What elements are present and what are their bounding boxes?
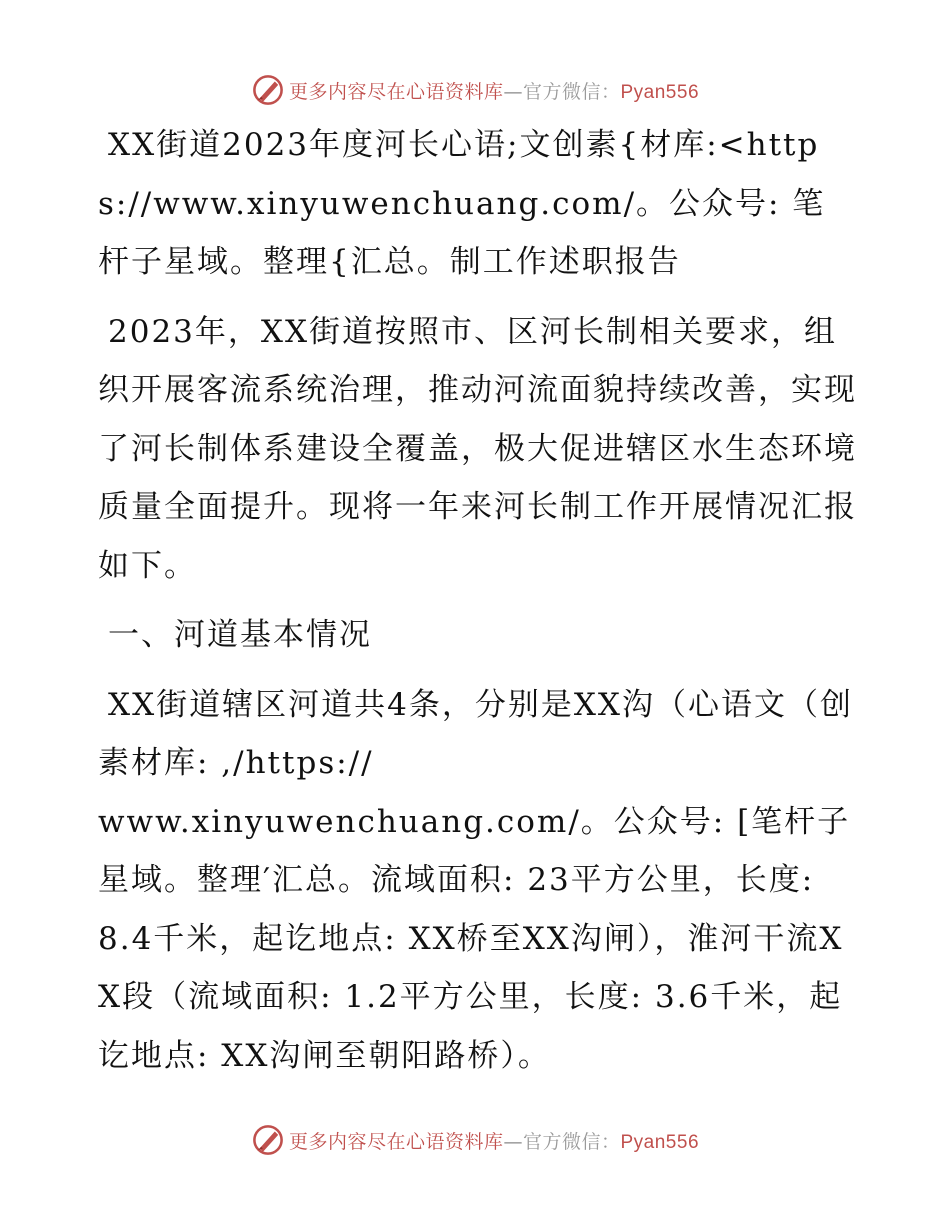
banner-text: 更多内容尽在心语资料库—官方微信：Pyan556 <box>288 80 700 103</box>
footer-banner <box>0 1120 950 1160</box>
pen-logo-icon <box>251 73 285 107</box>
intro-paragraph: 2023年，XX街道按照市、区河长制相关要求，组织开展客流系统治理，推动河流面貌持续改善，实现了河长制体系建设全覆盖，极大促进辖区水生态环境质量全面提升。现将一年来河长制工作开展情况汇报如下。 <box>98 313 857 584</box>
banner-text: 更多内容尽在心语资料库—官方微信：Pyan556 <box>288 1130 700 1153</box>
body-paragraph: XX街道辖区河道共4条，分别是XX沟（心语文（创素材库: ,/https:// <box>98 686 853 781</box>
document-title: XX街道2023年度河长心语;文创素{材库:<https://www.xinyuwenchuang.com/。公众号: 笔杆子星域。整理{汇总。制工作述职报告 <box>98 127 826 280</box>
header-banner <box>0 70 950 110</box>
document-body <box>98 116 858 1085</box>
section-heading: 一、河道基本情况 <box>108 617 372 653</box>
body-paragraph-continued: www.xinyuwenchuang.com/。公众号: [笔杆子星域。整理′汇总。流域面积: 23平方公里，长度: 8.4千米，起讫地点: XX桥至XX沟闸），淮河干流XX段（流域面积: 1.2平方公里，长度: 3.6千米，起讫地点: XX沟闸至朝阳路桥）。 <box>98 803 851 1074</box>
pen-logo-icon <box>251 1123 285 1157</box>
